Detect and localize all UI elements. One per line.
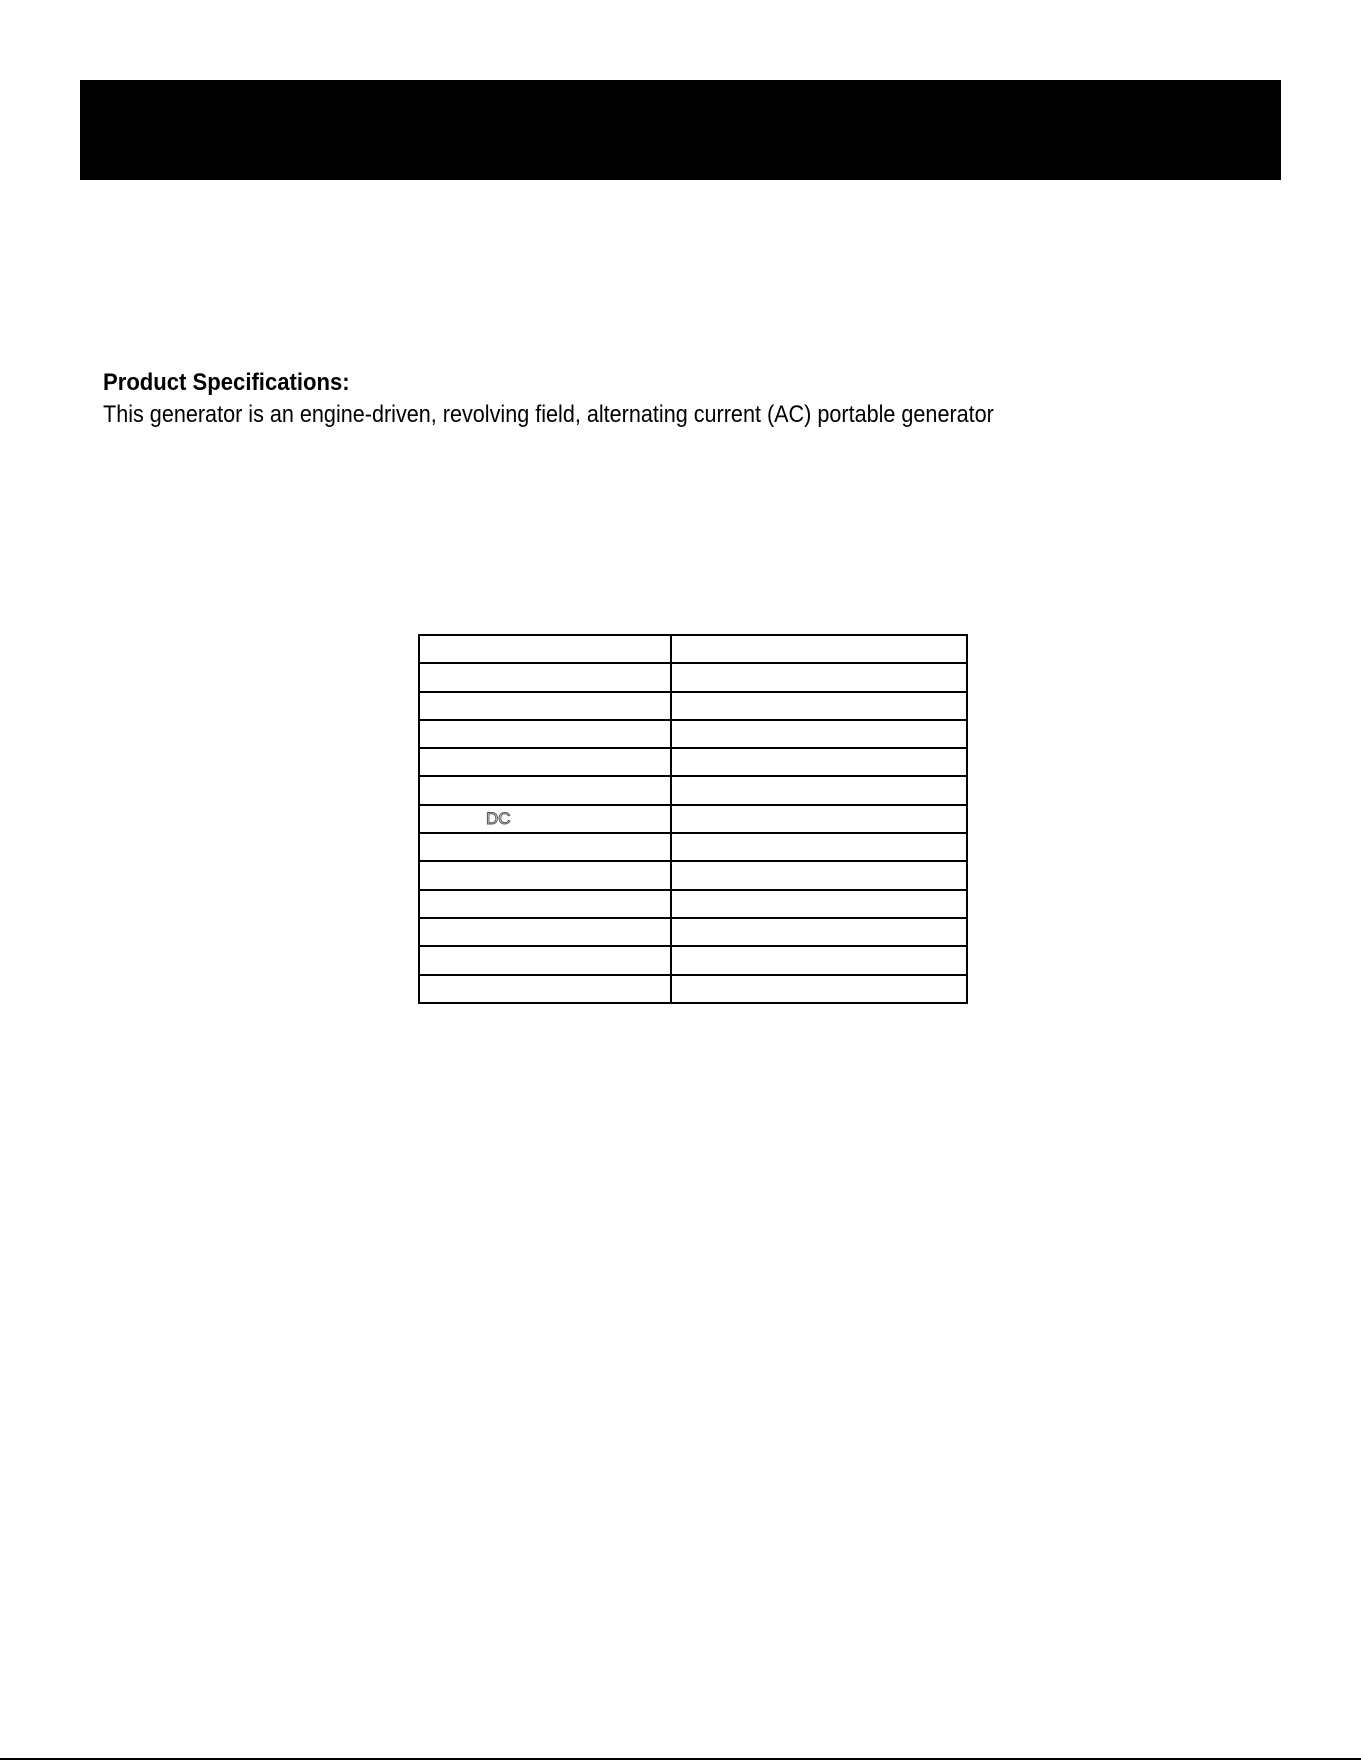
spec-label-cell [419,663,671,691]
spec-value-cell [671,748,967,776]
spec-label-cell [419,918,671,946]
table-row [419,776,967,804]
spec-value-cell [671,635,967,663]
table-row [419,748,967,776]
table-row [419,720,967,748]
table-row [419,918,967,946]
spec-label-cell [419,635,671,663]
spec-label-cell [419,975,671,1003]
spec-label-cell [419,805,671,833]
bottom-rule [0,1758,1361,1760]
spec-value-cell [671,720,967,748]
spec-value-cell [671,946,967,974]
table-row [419,861,967,889]
table-row [419,663,967,691]
table-row [419,805,967,833]
intro-text: This generator is an engine-driven, revolving field, alternating current (AC) portable generator [103,401,994,428]
spec-label-cell [419,692,671,720]
spec-value-cell [671,692,967,720]
spec-label: DC [486,809,511,829]
table-row [419,890,967,918]
table-row [419,692,967,720]
spec-label-cell [419,748,671,776]
table-row [419,833,967,861]
spec-value-cell [671,776,967,804]
spec-value-cell [671,833,967,861]
header-bar [80,80,1281,180]
spec-label-cell [419,776,671,804]
spec-label-cell [419,833,671,861]
spec-value-cell [671,663,967,691]
spec-label-cell [419,861,671,889]
table-row [419,975,967,1003]
spec-value-cell [671,861,967,889]
spec-table [418,634,968,1004]
section-heading: Product Specifications: [103,369,350,396]
spec-value-cell [671,918,967,946]
table-row [419,946,967,974]
spec-label-cell [419,720,671,748]
table-row [419,635,967,663]
spec-value-cell [671,890,967,918]
spec-value-cell [671,975,967,1003]
spec-label-cell [419,890,671,918]
spec-label-cell [419,946,671,974]
spec-value-cell [671,805,967,833]
